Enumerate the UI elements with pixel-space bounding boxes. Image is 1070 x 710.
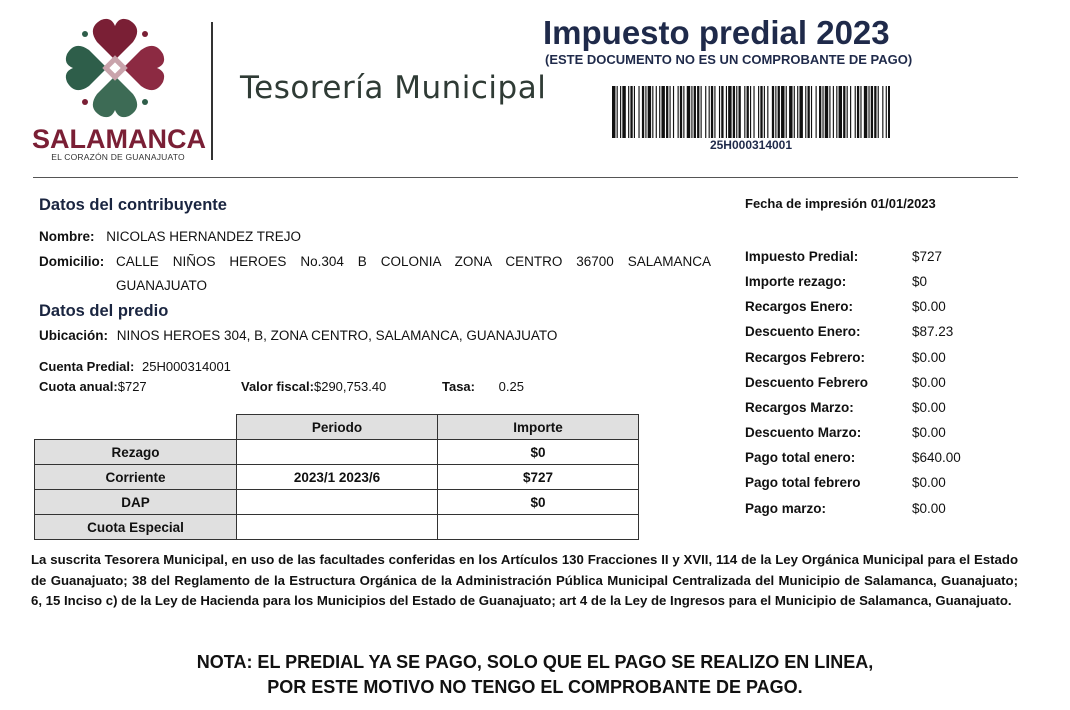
barcode-number: 25H000314001 xyxy=(709,138,793,152)
logo-wordmark: SALAMANCA xyxy=(32,124,206,154)
table-cell xyxy=(237,490,438,515)
summary-label: Pago total febrero xyxy=(745,475,861,490)
summary-value: $0 xyxy=(912,274,928,289)
account-row xyxy=(39,359,231,374)
summary-value: $0.00 xyxy=(912,350,946,365)
table-cell: DAP xyxy=(35,490,237,515)
summary-label: Descuento Marzo: xyxy=(745,425,862,440)
legal-paragraph: La suscrita Tesorera Municipal, en uso de las facultades conferidas en los Artículos 130 Fracciones II y XVII, 114 de la Ley Orgánica Municipal para el Estado de Guanajuato; 38 del Reglamento de la Estructura Orgánica de la Administración Pública Municipal Centralizada del Municipio de Salamanca, Guanajuato; 6, 15 Inciso c) de la Ley de Hacienda para los Municipios del Estado de Guanajuato; art 4 de la Ley de Ingresos para el Municipio de Salamanca, Guanajuato. xyxy=(31,552,1018,608)
period-table xyxy=(34,414,639,540)
rate-row xyxy=(442,379,524,394)
table-cell: Corriente xyxy=(35,465,237,490)
address-label: Domicilio: xyxy=(39,254,105,269)
note-line: NOTA: EL PREDIAL YA SE PAGO, SOLO QUE EL PAGO SE REALIZO EN LINEA, xyxy=(196,652,874,672)
table-header-cell xyxy=(35,415,237,440)
summary-label: Pago total enero: xyxy=(745,450,856,465)
salamanca-logo xyxy=(28,10,206,168)
table-cell: $0 xyxy=(438,490,639,515)
header-rule xyxy=(33,177,1018,178)
table-cell xyxy=(237,515,438,540)
department-name: Tesorería Municipal xyxy=(240,70,547,106)
header-divider xyxy=(211,22,213,160)
rate-value: 0.25 xyxy=(498,379,524,394)
address-line2: GUANAJUATO xyxy=(116,278,208,293)
table-cell xyxy=(237,440,438,465)
table-header-row xyxy=(35,415,639,440)
table-cell: Rezago xyxy=(35,440,237,465)
taxpayer-section-title: Datos del contribuyente xyxy=(39,196,227,214)
summary-value: $0.00 xyxy=(912,425,946,440)
fiscal-row xyxy=(241,379,386,394)
summary-value: $0.00 xyxy=(912,299,946,314)
summary-value: $640.00 xyxy=(912,450,961,465)
barcode-graphic xyxy=(612,86,890,138)
name-label: Nombre: xyxy=(39,229,95,244)
summary-label: Recargos Febrero: xyxy=(745,350,866,365)
location-value: NINOS HEROES 304, B, ZONA CENTRO, SALAMANCA, GUANAJUATO xyxy=(116,328,558,343)
table-row xyxy=(35,490,639,515)
table-cell: Cuota Especial xyxy=(35,515,237,540)
table-header-cell: Importe xyxy=(438,415,639,440)
quota-row xyxy=(39,379,147,394)
table-cell xyxy=(438,515,639,540)
payment-note xyxy=(0,650,1070,700)
table-row xyxy=(35,515,639,540)
account-value: 25H000314001 xyxy=(141,359,231,374)
summary-label: Descuento Enero: xyxy=(745,324,861,339)
print-date: Fecha de impresión 01/01/2023 xyxy=(745,196,936,211)
summary-value: $0.00 xyxy=(912,475,946,490)
summary-value: $87.23 xyxy=(912,324,954,339)
table-row xyxy=(35,440,639,465)
summary-value: $0.00 xyxy=(912,375,946,390)
summary-label: Impuesto Predial: xyxy=(745,249,859,264)
name-value: NICOLAS HERNANDEZ TREJO xyxy=(106,229,302,244)
address-line1: CALLE NIÑOS HEROES No.304 B COLONIA ZONA CENTRO 36700 SALAMANCA xyxy=(116,254,711,269)
summary-label: Descuento Febrero xyxy=(745,375,869,390)
salamanca-emblem-icon xyxy=(28,10,203,125)
location-row xyxy=(39,328,557,343)
account-label: Cuenta Predial: xyxy=(39,359,135,374)
location-label: Ubicación: xyxy=(39,328,109,343)
summary-label: Pago marzo: xyxy=(745,501,827,516)
table-cell: $727 xyxy=(438,465,639,490)
table-header-cell: Periodo xyxy=(237,415,438,440)
quota-label: Cuota anual: xyxy=(39,379,118,394)
fiscal-value: $290,753.40 xyxy=(313,379,387,394)
cut-off-text-fragment xyxy=(20,704,720,710)
table-cell: 2023/1 2023/6 xyxy=(237,465,438,490)
note-line: POR ESTE MOTIVO NO TENGO EL COMPROBANTE DE PAGO. xyxy=(267,677,803,697)
document-title: Impuesto predial 2023 xyxy=(543,14,890,51)
table-cell: $0 xyxy=(438,440,639,465)
document-subtitle: (ESTE DOCUMENTO NO ES UN COMPROBANTE DE PAGO) xyxy=(545,52,913,67)
quota-value: $727 xyxy=(117,379,147,394)
summary-label: Recargos Marzo: xyxy=(745,400,854,415)
name-row xyxy=(39,229,301,244)
summary-value: $727 xyxy=(912,249,943,264)
summary-value: $0.00 xyxy=(912,501,946,516)
table-row xyxy=(35,465,639,490)
fiscal-label: Valor fiscal: xyxy=(241,379,314,394)
logo-tagline: EL CORAZÓN DE GUANAJUATO xyxy=(51,152,185,162)
property-section-title: Datos del predio xyxy=(39,302,169,320)
summary-value: $0.00 xyxy=(912,400,946,415)
summary-label: Recargos Enero: xyxy=(745,299,854,314)
rate-label: Tasa: xyxy=(442,379,475,394)
summary-label: Importe rezago: xyxy=(745,274,847,289)
